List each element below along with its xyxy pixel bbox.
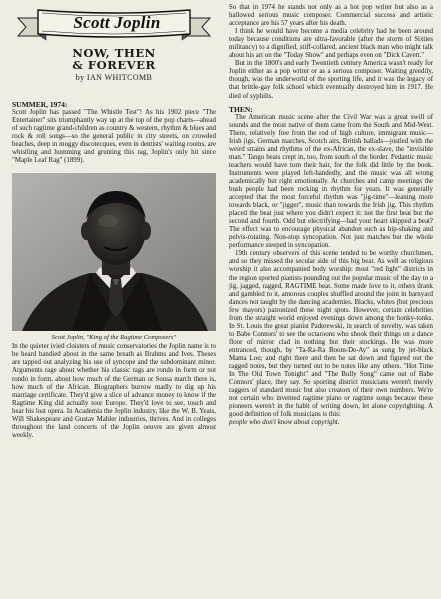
right-column [229, 4, 433, 596]
left-column [12, 6, 216, 596]
photo-caption: Scott Joplin, "King of the Ragtime Composers" [51, 334, 177, 342]
right-paragraph-1: So that in 1974 he stands not only as a hot pop writer but also as a hallowed serious music composer. Commercial success and artistic acceptance are his 57 years after his death. [229, 4, 433, 28]
headline-line-2: & FOREVER [72, 58, 156, 72]
portrait-photo [12, 173, 216, 331]
summer-paragraph: Scott Joplin has passed "The Whistle Test"! As his 1902 piece "The Entertainer" sits triumphantly way up at the top of the pop charts—ahead of such ragtime grand-children as country & western, rhythm & blues and rock & roll songs—so the general public in city streets, on crowded beaches, deep in muggy discotecques, even in dentists' waiting rooms, are whistling and humming and grunting this rag, Joplin's only hit since "Maple Leaf Rag" (1899). [12, 109, 216, 165]
left-paragraph-2: In the quieter ivied cloisters of music conservatories the Joplin name is to be heard bandied about in the same breath as Brahms and Ives. Theses are tapped out analyzing his use of syncope and the subdominant minor. Arguments rage about whether his classic rags are rondo in form or not rondo in form, about how much of the German or Sousa march there is, how much of the African. Biographers burrow madly to dig up his marriage certificate. They'd give a slice of advance money to know if the Ragtime King did actually tour Europe. They'd love to see, touch and hear his lost opera. In Academia the Joplin industry, like the W. B. Yeats, Will Shakespeare and Gustav Mahler industries, thrives. And in colleges throughout the land concerts of the Joplin oeuvre are given almost weekly. [12, 343, 216, 439]
headline [12, 47, 216, 71]
portrait-image [12, 173, 216, 331]
article-title: Scott Joplin [73, 13, 161, 32]
summer-heading: SUMMER, 1974: [12, 100, 68, 109]
right-paragraph-5: 19th century observers of this scene tended to be worthy churchmen, and so they missed the secular side of this big beat. As well as religious worship it also accompanied body worship: most "red light" districts in the region sported pianists pounding out the popular music of the day to a jig, jagged, ragged, RAGTIME beat. Some made love to it, others drank and gambled to it, amorous couples shuffled around the joint in barnyard dances not taught by the dancing academies. Blacks, whites (but precious few mayors) patronized these night spots. However, certain celebrities from the straight world enjoyed evenings down among the honky-tonks. In St. Louis the great pianist Paderewski, in search of novelty, was taken to Babe Connors' to see the octaroons who shook their things on a dance floor of mirror clad in nothing but their stockings. He was more entranced, though, by "Ta-Ra-Ra Boom-De-Ay" as sung by jet-black Mama Lou; and right there and then he sat down and figured out the ragged notes, but they turned out to be notes like any others. "Hot Time In The Old Town Tonight" and "The Bully Song" came out of Babe Connors' place, they say. So sporting district musicians weren't merely raggers of standard music but also creators of their own numbers. We're not certain who invented ragtime piano or ragtime songs because these pioneers weren't in the habit of writing down, let alone copyrighting. A good definition of folk musicians is this: [229, 250, 433, 419]
right-paragraph-2: I think he would have become a media celebrity had he been around today because conditions are ultra-favorable (after the storm of Sixties militancy) to a dignified, stiff-collared, ancient black man who might talk about his art on the "Today Show" and perhaps even on "Dick Cavett." [229, 28, 433, 60]
right-paragraph-3: But in the 1800's and early Twentieth century America wasn't ready for Joplin either as a pop writer or as a serious composer. Waiting greedily, though, was the underworld of the sporting life, and it was the legacy of that brittle-gay folk school which eventually destroyed him in 1917. He died of syphilis. [229, 60, 433, 100]
right-paragraph-4: The American music scene after the Civil War was a great swill of sounds and the most native of them came from the South and Mid-West. There, relatively free from the rod of high culture, immigrant music—Irish jigs, German marches, Scotch airs, British ballads—jostled with the weird strains and rhythms of the ex-African, the ex-slave, the "invisible man." Tango beats crept in, too, from south of the border. Pedantic music teachers would have torn their hair, for the folk did little by the book. Instruments were played left-handedly, and the music was all wrong academically but right emotionally. At churches and camp meetings the bush people had been rocking in rhythm for years. It was generally accepted that the most forceful rhythm was "jig-time"—leaning more towards black, or "jigger", music than towards the Irish jig. This rhythm placed the beat just where you didn't expect it: not the first beat but the second and fourth. Odd but electrifying—had your heart skipped a beat? The effect was to encourage physical abandon such as hip-shaking and pelvis-rotating. Non-stop syncopation. Not just matches but the whole performance steeped in syncopation. [229, 113, 433, 250]
title-banner [16, 8, 212, 44]
byline: by IAN WHITCOMB [75, 73, 153, 82]
closing-line: people who don't know about copyright. [229, 419, 340, 427]
then-heading: THEN: [229, 104, 253, 114]
headline-line-1: NOW, THEN [72, 46, 156, 60]
